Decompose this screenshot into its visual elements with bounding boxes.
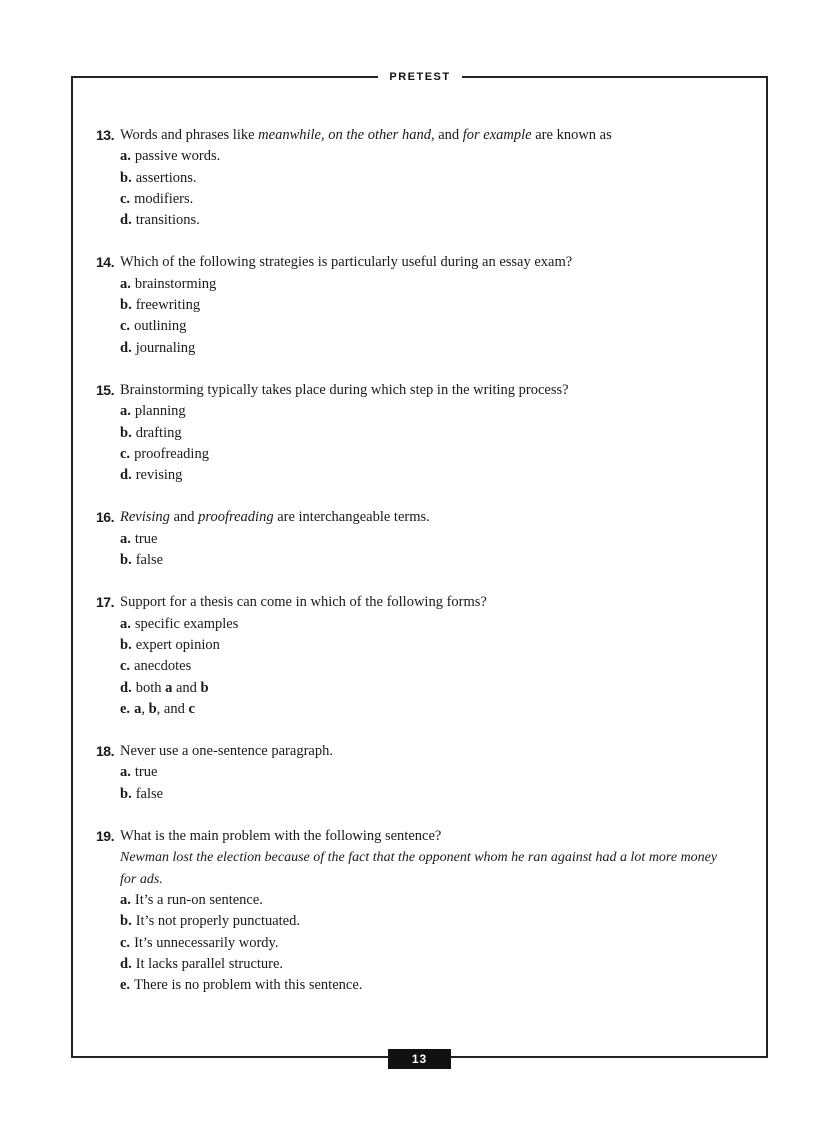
- option-letter: e.: [120, 700, 131, 717]
- question-number: 16.: [96, 509, 114, 526]
- question-number: 18.: [96, 743, 114, 760]
- stem-italic-term: Revising: [120, 509, 170, 526]
- page-number: 13: [388, 1049, 451, 1069]
- option-text: anecdotes: [134, 658, 192, 675]
- option-ref: a: [134, 700, 142, 717]
- example-sentence: Newman lost the election because of the fact that the opponent whom he ran against had a lot more money for ads.: [120, 850, 718, 887]
- answer-option: [96, 550, 736, 571]
- option-text: There is no problem with this sentence.: [134, 977, 363, 994]
- question-19: [96, 826, 736, 996]
- question-stem: [96, 826, 736, 847]
- option-text: and: [172, 679, 201, 696]
- option-text: ,: [141, 700, 149, 717]
- stem-italic-term: proofreading: [198, 509, 274, 526]
- answer-option: [96, 423, 736, 444]
- stem-text: Support for a thesis can come in which of the following forms?: [120, 594, 487, 611]
- option-text: expert opinion: [135, 636, 220, 653]
- stem-italic-term: meanwhile: [258, 127, 321, 143]
- answer-option: [96, 146, 736, 167]
- answer-option: [96, 614, 736, 635]
- option-text: planning: [134, 403, 186, 420]
- option-letter: c.: [120, 658, 131, 675]
- answer-option: [96, 762, 736, 783]
- stem-text: Brainstorming typically takes place during which step in the writing process?: [120, 381, 569, 398]
- answer-option: [96, 975, 736, 996]
- answer-option: [96, 699, 736, 720]
- answer-option: [96, 401, 736, 422]
- question-list: [96, 125, 736, 1017]
- option-letter: b.: [120, 552, 132, 569]
- option-letter: a.: [120, 530, 131, 547]
- question-number: 14.: [96, 254, 114, 271]
- question-14: [96, 252, 736, 358]
- answer-option: [96, 444, 736, 465]
- option-letter: e.: [120, 977, 131, 994]
- option-ref: b: [148, 700, 157, 717]
- question-number: 19.: [96, 828, 114, 845]
- option-letter: b.: [120, 424, 132, 441]
- option-text: true: [134, 530, 158, 547]
- option-text: both: [135, 679, 166, 696]
- option-letter: b.: [120, 297, 132, 314]
- option-letter: d.: [120, 679, 132, 696]
- header-title: PRETEST: [378, 68, 462, 86]
- option-text: drafting: [135, 424, 182, 441]
- option-letter: c.: [120, 318, 131, 335]
- question-stem: [96, 125, 736, 146]
- answer-option: [96, 890, 736, 911]
- answer-option: [96, 338, 736, 359]
- option-letter: a.: [120, 615, 131, 632]
- question-13: [96, 125, 736, 231]
- stem-text: What is the main problem with the following sentence?: [120, 828, 442, 845]
- option-text: passive words.: [134, 148, 221, 165]
- option-letter: c.: [120, 934, 131, 951]
- option-text: It’s unnecessarily wordy.: [134, 934, 279, 951]
- option-text: transitions.: [135, 212, 200, 229]
- answer-option: [96, 295, 736, 316]
- option-text: false: [135, 785, 164, 802]
- stem-text: Words and phrases like: [120, 127, 259, 143]
- answer-option: [96, 784, 736, 805]
- answer-option: [96, 189, 736, 210]
- option-letter: b.: [120, 636, 132, 653]
- option-text: specific examples: [134, 615, 239, 632]
- question-number: 13.: [96, 127, 114, 143]
- option-text: It lacks parallel structure.: [135, 955, 284, 972]
- answer-option: [96, 656, 736, 677]
- question-15: [96, 380, 736, 486]
- option-letter: a.: [120, 764, 131, 781]
- stem-text: Never use a one-sentence paragraph.: [120, 743, 333, 760]
- option-text: proofreading: [134, 445, 209, 462]
- stem-text: Which of the following strategies is particularly useful during an essay exam?: [120, 254, 573, 271]
- stem-text: are known as: [531, 127, 612, 143]
- answer-option: [96, 316, 736, 337]
- question-number: 15.: [96, 381, 114, 398]
- option-letter: b.: [120, 785, 132, 802]
- stem-text: are interchangeable terms.: [273, 509, 430, 526]
- option-letter: a.: [120, 275, 131, 292]
- option-letter: c.: [120, 190, 131, 207]
- option-ref: c: [188, 700, 195, 717]
- stem-text: , and: [430, 127, 463, 143]
- option-letter: b.: [120, 913, 132, 930]
- answer-option: [96, 210, 736, 231]
- question-number: 17.: [96, 594, 114, 611]
- answer-option: [96, 274, 736, 295]
- option-letter: d.: [120, 467, 132, 484]
- question-stem: [96, 380, 736, 401]
- option-letter: c.: [120, 445, 131, 462]
- option-letter: a.: [120, 891, 131, 908]
- option-ref: b: [200, 679, 209, 696]
- option-text: It’s a run-on sentence.: [134, 891, 263, 908]
- option-text: journaling: [135, 339, 196, 356]
- option-text: It’s not properly punctuated.: [135, 913, 300, 930]
- stem-text: and: [169, 509, 199, 526]
- answer-option: [96, 465, 736, 486]
- option-letter: a.: [120, 148, 131, 165]
- option-text: false: [135, 552, 164, 569]
- answer-option: [96, 954, 736, 975]
- option-letter: d.: [120, 212, 132, 229]
- answer-option: [96, 635, 736, 656]
- question-stem: [96, 507, 736, 528]
- question-16: [96, 507, 736, 571]
- option-text: assertions.: [135, 169, 197, 186]
- option-letter: d.: [120, 339, 132, 356]
- option-text: freewriting: [135, 297, 201, 314]
- option-letter: a.: [120, 403, 131, 420]
- option-text: , and: [156, 700, 189, 717]
- stem-italic-term: on the other hand: [328, 127, 431, 143]
- option-text: modifiers.: [134, 190, 194, 207]
- option-text: revising: [135, 467, 183, 484]
- stem-text: ,: [321, 127, 329, 143]
- question-18: [96, 741, 736, 805]
- option-text: outlining: [134, 318, 187, 335]
- stem-italic-term: for example: [462, 127, 532, 143]
- question-17: [96, 592, 736, 720]
- question-stem: [96, 592, 736, 613]
- answer-option: [96, 529, 736, 550]
- answer-option: [96, 911, 736, 932]
- option-ref: a: [165, 679, 173, 696]
- option-text: true: [134, 764, 158, 781]
- option-text: brainstorming: [134, 275, 217, 292]
- option-letter: d.: [120, 955, 132, 972]
- question-stem: [96, 252, 736, 273]
- answer-option: [96, 678, 736, 699]
- answer-option: [96, 168, 736, 189]
- question-stem: [96, 741, 736, 762]
- option-letter: b.: [120, 169, 132, 186]
- answer-option: [96, 933, 736, 954]
